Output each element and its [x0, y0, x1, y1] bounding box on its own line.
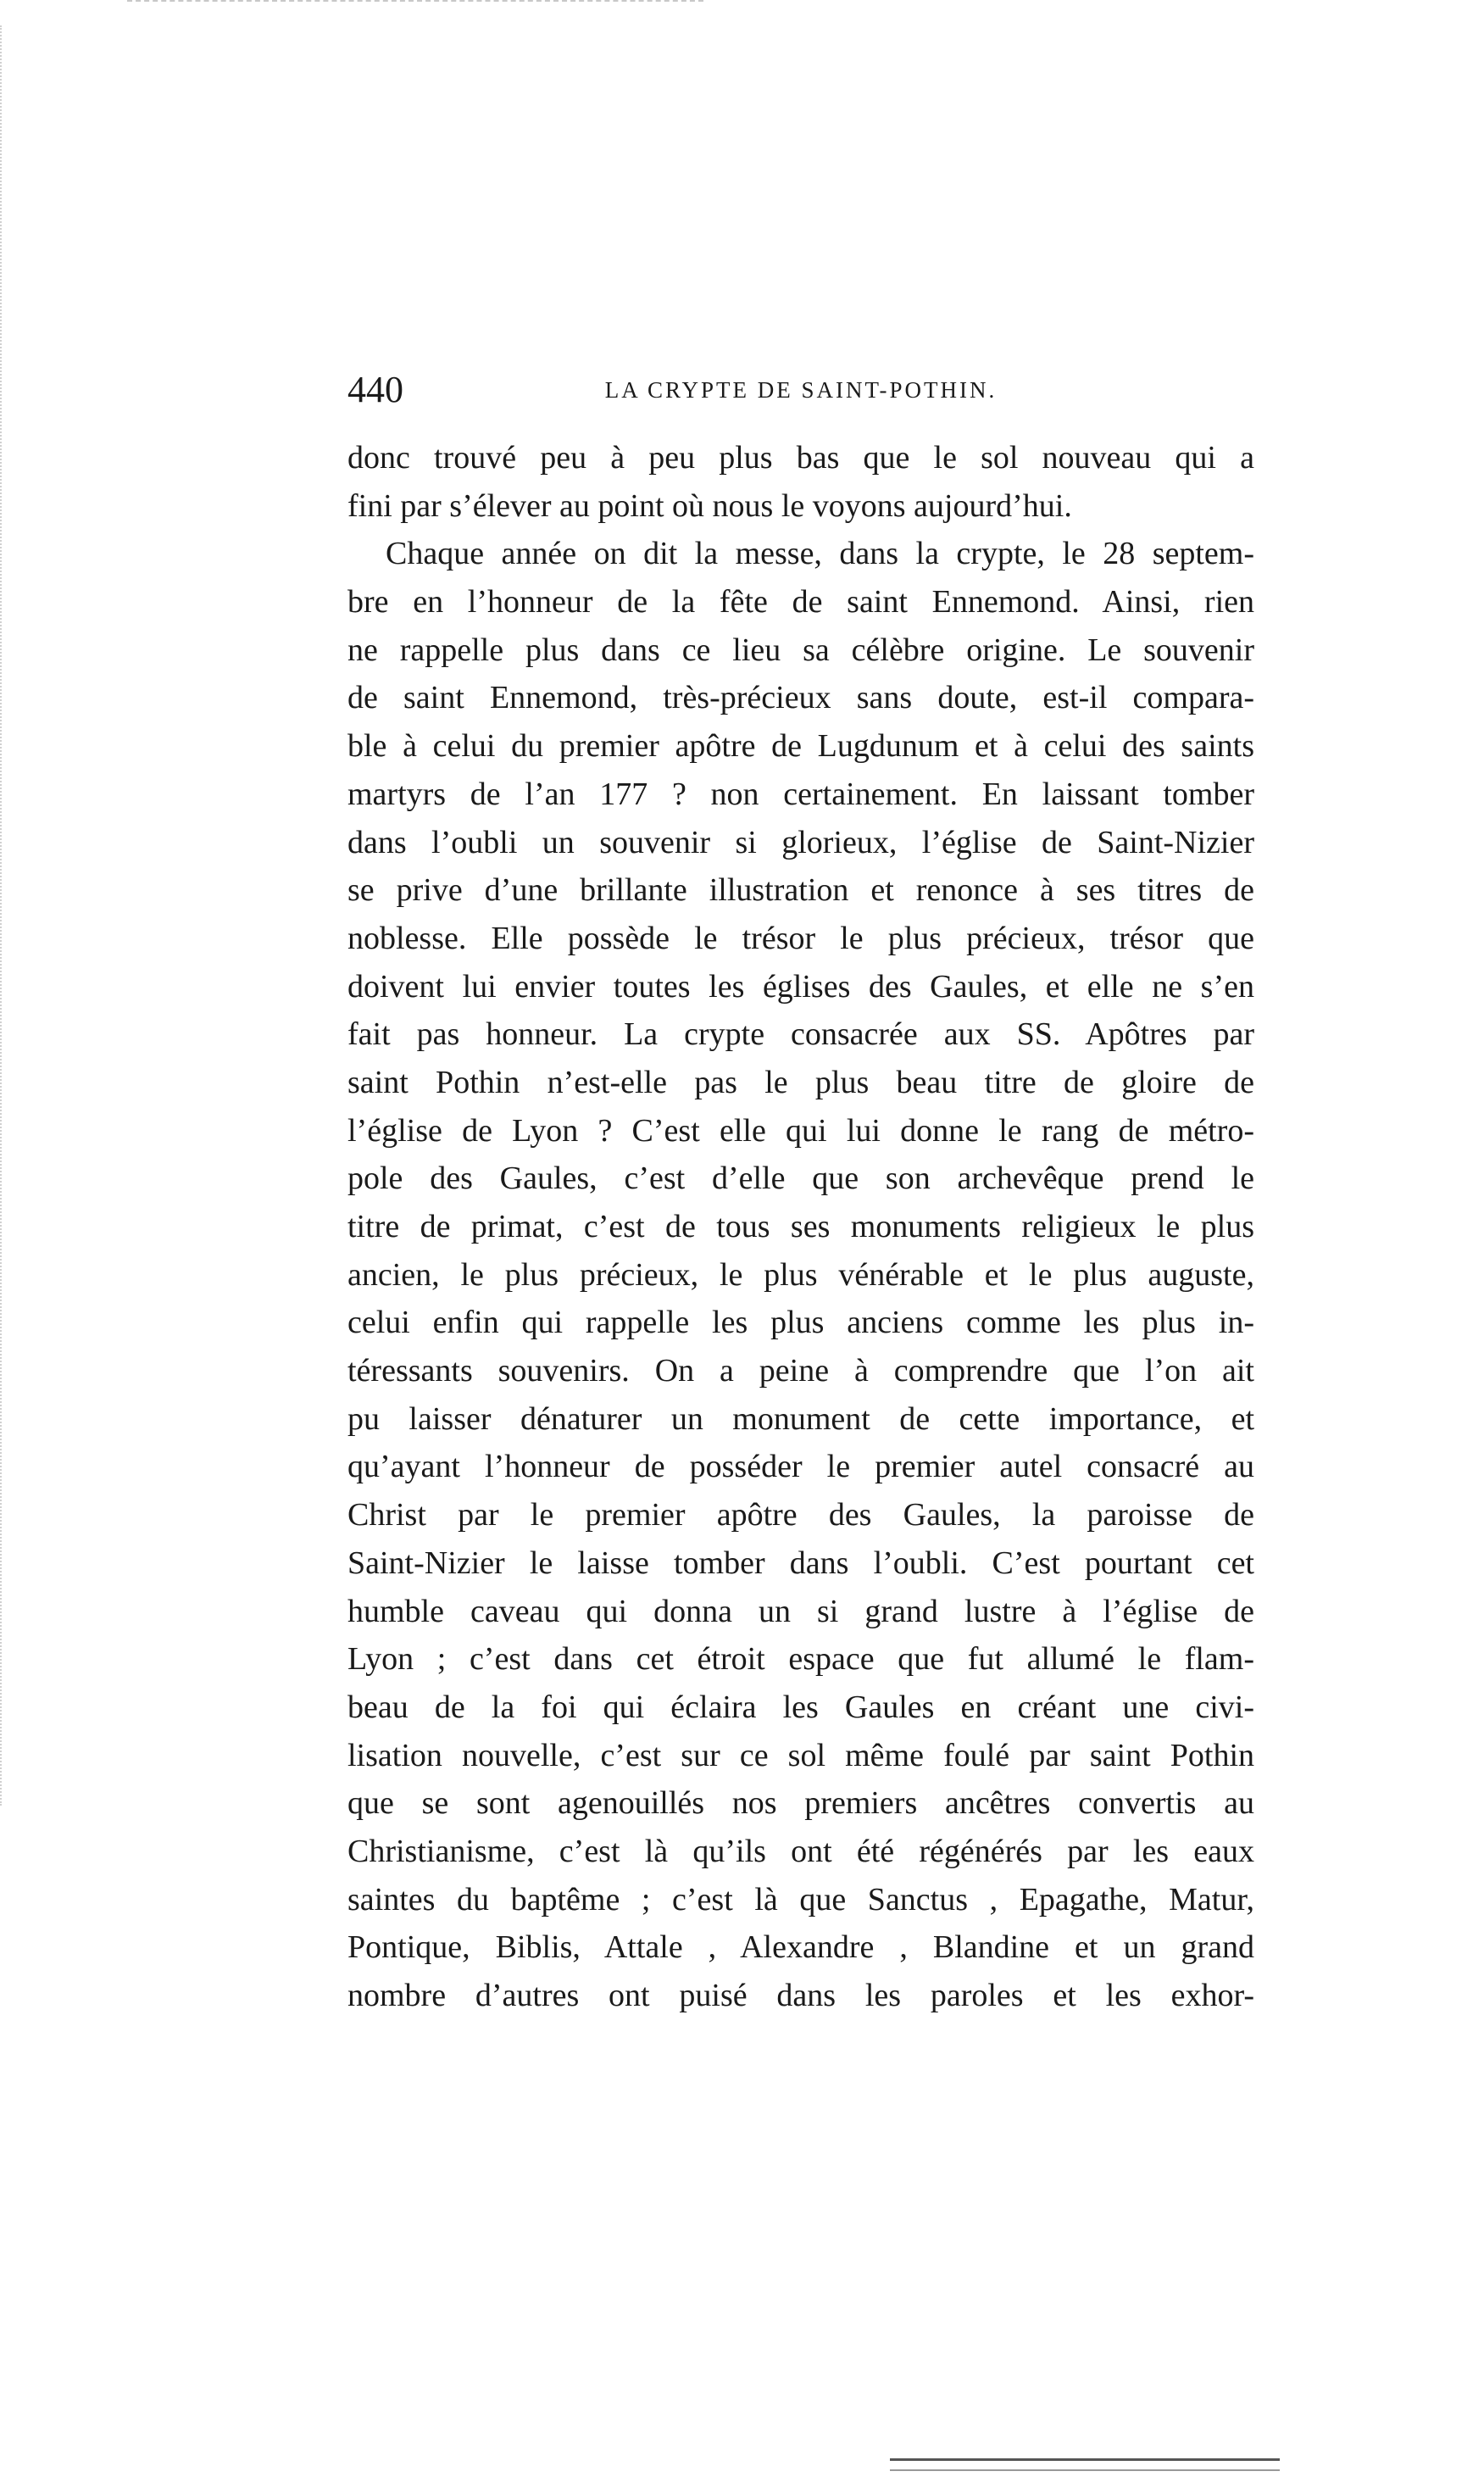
text-line: titre de primat, c’est de tous ses monuments religieux le plus: [347, 1209, 1254, 1244]
text-line: humble caveau qui donna un si grand lustre à l’église de: [347, 1593, 1254, 1629]
text-line: Christianisme, c’est là qu’ils ont été régénérés par les eaux: [347, 1833, 1254, 1869]
body-text: [347, 434, 1254, 2045]
text-line: ble à celui du premier apôtre de Lugdunum et à celui des saints: [347, 728, 1254, 765]
text-line: beau de la foi qui éclaira les Gaules en créant une civi-: [347, 1689, 1254, 1725]
text-line: lisation nouvelle, c’est sur ce sol même foulé par saint Pothin: [347, 1737, 1254, 1773]
scan-edge-artifact-left: [0, 25, 5, 1806]
running-title: LA CRYPTE DE SAINT-POTHIN.: [604, 377, 998, 403]
text-line: Lyon ; c’est dans cet étroit espace que fut allumé le flam-: [347, 1641, 1254, 1678]
scan-edge-artifact-top: [127, 0, 703, 7]
text-line: bre en l’honneur de la fête de saint Ennemond. Ainsi, rien: [347, 584, 1254, 621]
text-line: celui enfin qui rappelle les plus anciens comme les plus in-: [347, 1305, 1254, 1341]
text-line: l’église de Lyon ? C’est elle qui lui donne le rang de métro-: [347, 1112, 1254, 1149]
scan-edge-artifact-bottom: [890, 2458, 1280, 2471]
text-line: que se sont agenouillés nos premiers ancêtres convertis au: [347, 1785, 1254, 1822]
text-line: saintes du baptême ; c’est là que Sanctus , Epagathe, Matur,: [347, 1881, 1254, 1917]
text-line: téressants souvenirs. On a peine à comprendre que l’on ait: [347, 1353, 1254, 1389]
text-line: saint Pothin n’est-elle pas le plus beau titre de gloire de: [347, 1064, 1254, 1100]
text-line: fait pas honneur. La crypte consacrée aux SS. Apôtres par: [347, 1016, 1254, 1053]
text-line: Christ par le premier apôtre des Gaules, la paroisse de: [347, 1497, 1254, 1533]
running-head: [347, 366, 1254, 414]
text-line: de saint Ennemond, très-précieux sans doute, est-il compara-: [347, 680, 1254, 716]
text-line: nombre d’autres ont puisé dans les paroles et les exhor-: [347, 1978, 1254, 2013]
text-line: qu’ayant l’honneur de posséder le premier autel consacré au: [347, 1449, 1254, 1485]
text-line: ancien, le plus précieux, le plus vénérable et le plus auguste,: [347, 1256, 1254, 1293]
text-line: doivent lui envier toutes les églises des Gaules, et elle ne s’en: [347, 968, 1254, 1005]
text-line: se prive d’une brillante illustration et renonce à ses titres de: [347, 872, 1254, 909]
text-line: fini par s’élever au point où nous le voyons aujourd’hui.: [347, 487, 1072, 524]
text-line: dans l’oubli un souvenir si glorieux, l’église de Saint-Nizier: [347, 824, 1254, 860]
text-line: pu laisser dénaturer un monument de cette importance, et: [347, 1400, 1254, 1437]
text-line: donc trouvé peu à peu plus bas que le sol nouveau qui a: [347, 440, 1254, 476]
text-line: Saint-Nizier le laisse tomber dans l’oubli. C’est pourtant cet: [347, 1545, 1254, 1581]
page-number: 440: [347, 369, 403, 410]
text-line: Pontique, Biblis, Attale , Alexandre , Blandine et un grand: [347, 1929, 1254, 1966]
text-line: martyrs de l’an 177 ? non certainement. En laissant tomber: [347, 776, 1254, 812]
text-line: noblesse. Elle possède le trésor le plus précieux, trésor que: [347, 920, 1254, 956]
text-line: pole des Gaules, c’est d’elle que son archevêque prend le: [347, 1161, 1254, 1197]
text-line: ne rappelle plus dans ce lieu sa célèbre origine. Le souvenir: [347, 632, 1254, 668]
text-line: Chaque année on dit la messe, dans la crypte, le 28 septem-: [386, 536, 1254, 572]
